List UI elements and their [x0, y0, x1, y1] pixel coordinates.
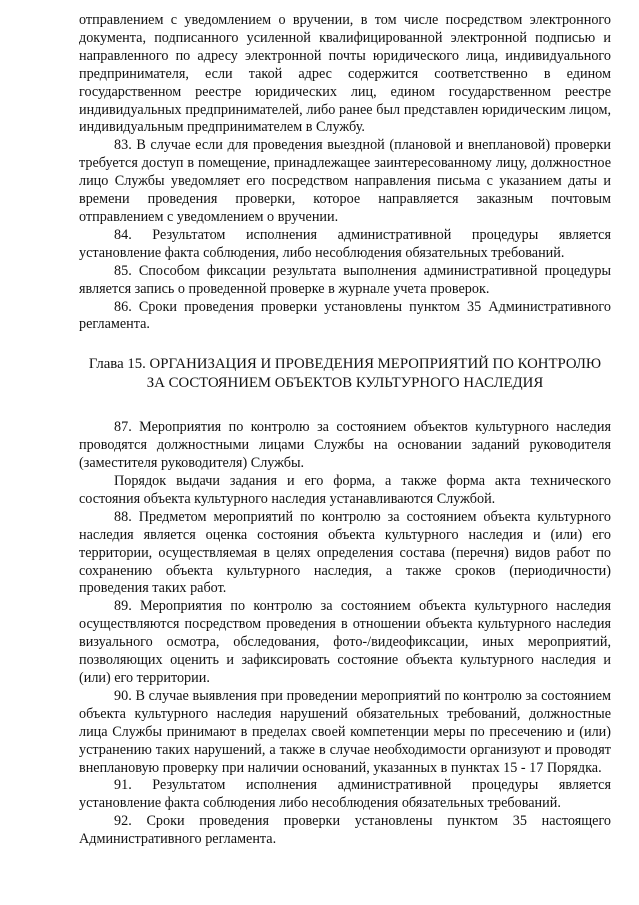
paragraph-86: 86. Сроки проведения проверки установлены пунктом 35 Административного регламента.: [79, 298, 611, 333]
paragraph-87: 87. Мероприятия по контролю за состоянием объектов культурного наследия проводятся должностными лицами Службы на основании заданий руководителя (заместителя руководителя) Службы.: [79, 419, 611, 472]
chapter-heading-line-2: ЗА СОСТОЯНИЕМ ОБЪЕКТОВ КУЛЬТУРНОГО НАСЛЕДИЯ: [146, 374, 544, 391]
paragraph-90: 90. В случае выявления при проведении мероприятий по контролю за состоянием объекта культурного наследия нарушений обязательных требований, должностные лица Службы принимают в пределах своей компетенции меры по пресечению и (или) устранению таких нарушений, а также в случае необходимости организуют и проводят внеплановую проверку при наличии оснований, указанных в пунктах 15 - 17 Порядка.: [79, 687, 611, 776]
paragraph-91: 91. Результатом исполнения административной процедуры является установление факта соблюдения либо несоблюдения обязательных требований.: [79, 777, 611, 812]
paragraph-continuation: отправлением с уведомлением о вручении, в том числе посредством электронного документа, подписанного усиленной квалифицированной электронной подписью и направленного по адресу электронной почты юридического лица, индивидуального предпринимателя, если такой адрес содержится соответственно в едином государственном реестре юридических лиц, едином государственном реестре индивидуальных предпринимателей, либо ранее был представлен юридическим лицом, индивидуальным предпринимателем в Службу.: [79, 12, 611, 136]
paragraph-87-order: Порядок выдачи задания и его форма, а также форма акта технического состояния объекта культурного наследия устанавливаются Службой.: [79, 473, 611, 507]
paragraph-92: 92. Сроки проведения проверки установлены пунктом 35 настоящего Административного регламента.: [79, 813, 611, 848]
paragraph-88: 88. Предметом мероприятий по контролю за состоянием объекта культурного наследия является оценка состояния объекта культурного наследия и (или) его территории, осуществляемая в целях определения состава (перечня) видов работ по сохранению объекта культурного наследия, а также сроков (периодичности) проведения таких работ.: [79, 508, 611, 597]
chapter-heading-line-1: Глава 15. ОРГАНИЗАЦИЯ И ПРОВЕДЕНИЯ МЕРОПРИЯТИЙ ПО КОНТРОЛЮ: [88, 356, 602, 373]
paragraph-83: 83. В случае если для проведения выездной (плановой и внеплановой) проверки требуется доступ в помещение, принадлежащее заинтересованному лицу, должностное лицо Службы уведомляет его посредством направления письма с указанием даты и времени проведения проверки, которое направляется заказным почтовым отправлением с уведомлением о вручении.: [79, 137, 611, 225]
document-page: [79, 12, 611, 849]
paragraph-85: 85. Способом фиксации результата выполнения административной процедуры является запись о проведенной проверке в журнале учета проверок.: [79, 262, 611, 297]
chapter-heading: [79, 355, 611, 392]
paragraph-84: 84. Результатом исполнения административной процедуры является установление факта соблюдения, либо несоблюдения обязательных требований.: [79, 226, 611, 261]
paragraph-89: 89. Мероприятия по контролю за состоянием объекта культурного наследия осуществляются посредством проведения в отношении объекта культурного наследия визуального осмотра, обследования, фото-/видеофиксации, иных мероприятий, позволяющих оценить и зафиксировать состояние объекта культурного наследия и (или) его территории.: [79, 598, 611, 686]
